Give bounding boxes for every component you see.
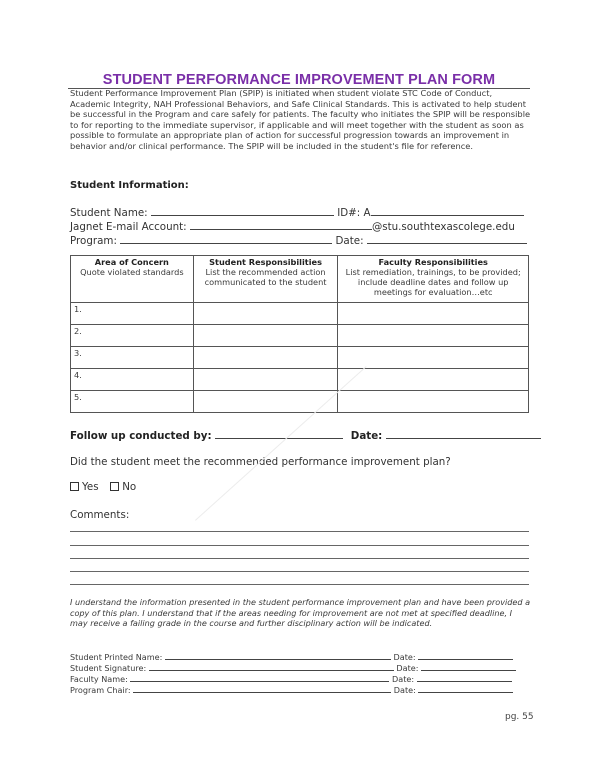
signature-date-label: Date: xyxy=(396,663,419,673)
comment-line[interactable] xyxy=(70,531,529,532)
program-label: Program: xyxy=(70,235,117,247)
concern-cell[interactable]: 2. xyxy=(71,325,194,347)
plan-met-question: Did the student meet the recommended performance improvement plan? xyxy=(70,456,451,468)
signature-date-field[interactable] xyxy=(417,673,512,682)
email-row xyxy=(70,219,515,233)
student-name-field[interactable] xyxy=(151,205,334,216)
signature-date-label: Date: xyxy=(393,685,416,695)
signature-row xyxy=(70,673,530,684)
student-info-heading: Student Information: xyxy=(70,180,189,191)
student-resp-cell[interactable] xyxy=(193,347,338,369)
concern-table xyxy=(70,255,529,413)
followup-conducted-by-field[interactable] xyxy=(215,428,343,439)
no-label: No xyxy=(122,481,137,493)
signature-label: Faculty Name: xyxy=(70,674,128,684)
comments-label: Comments: xyxy=(70,509,130,521)
program-date-label: Date: xyxy=(335,235,364,247)
faculty-resp-cell[interactable] xyxy=(338,303,529,325)
student-resp-cell[interactable] xyxy=(193,303,338,325)
followup-row xyxy=(70,428,541,442)
concern-cell[interactable]: 5. xyxy=(71,391,194,413)
signature-row xyxy=(70,651,530,662)
table-row xyxy=(71,369,529,391)
comment-line[interactable] xyxy=(70,545,529,546)
faculty-resp-cell[interactable] xyxy=(338,391,529,413)
signature-label: Student Printed Name: xyxy=(70,652,163,662)
followup-date-field[interactable] xyxy=(386,428,541,439)
yes-checkbox[interactable] xyxy=(70,482,79,491)
signature-row xyxy=(70,684,530,695)
table-row xyxy=(71,303,529,325)
signature-field[interactable] xyxy=(130,673,389,682)
table-row xyxy=(71,391,529,413)
table-row xyxy=(71,325,529,347)
header-area-of-concern: Area of Concern Quote violated standards xyxy=(71,256,194,303)
email-label: Jagnet E-mail Account: xyxy=(70,221,187,233)
comment-line[interactable] xyxy=(70,571,529,572)
comment-line[interactable] xyxy=(70,584,529,585)
signature-field[interactable] xyxy=(133,684,391,693)
intro-paragraph: Student Performance Improvement Plan (SPIP) is initiated when student violate STC Code of Conduct, Academic Integrity, NAH Professional Behaviors, and Safe Clinical Standards. This is activated to help student be successful in the Program and care safely for patients. The faculty who initiates the SPIP will be responsible to for reporting to the immediate supervisor, if applicable and will meet together with the student as soon as possible to formulate an appropriate plan of action for successful progression towards an improvement in behavior and/or clinical performance. The SPIP will be included in the student's file for reference. xyxy=(70,88,531,151)
faculty-resp-cell[interactable] xyxy=(338,325,529,347)
table-row xyxy=(71,347,529,369)
signature-label: Student Signature: xyxy=(70,663,147,673)
signature-row xyxy=(70,662,530,673)
signature-date-field[interactable] xyxy=(421,662,516,671)
signature-date-field[interactable] xyxy=(418,651,513,660)
signature-date-label: Date: xyxy=(393,652,416,662)
concern-cell[interactable]: 1. xyxy=(71,303,194,325)
plan-met-options xyxy=(70,481,136,493)
signature-date-label: Date: xyxy=(392,674,415,684)
page-number: pg. 55 xyxy=(505,712,534,722)
student-resp-cell[interactable] xyxy=(193,369,338,391)
followup-label: Follow up conducted by: xyxy=(70,430,212,442)
comment-line[interactable] xyxy=(70,558,529,559)
faculty-resp-cell[interactable] xyxy=(338,369,529,391)
form-title: STUDENT PERFORMANCE IMPROVEMENT PLAN FORM xyxy=(102,72,496,88)
faculty-resp-cell[interactable] xyxy=(338,347,529,369)
program-field[interactable] xyxy=(120,233,332,244)
header-student-responsibilities: Student Responsibilities List the recommended action communicated to the student xyxy=(193,256,338,303)
concern-table-header xyxy=(71,256,529,303)
program-row xyxy=(70,233,527,247)
followup-date-label: Date: xyxy=(350,430,383,442)
student-id-label: ID#: A xyxy=(337,207,371,219)
signature-label: Program Chair: xyxy=(70,685,131,695)
signature-field[interactable] xyxy=(165,651,391,660)
program-date-field[interactable] xyxy=(367,233,527,244)
student-name-row xyxy=(70,205,524,219)
acknowledgement-text: I understand the information presented in the student performance improvement plan and have been provided a copy of this plan. I understand that if the areas needing for improvement are not met at specified deadline, I may receive a failing grade in the course and further disciplinary action will be indicated. xyxy=(70,597,531,629)
concern-cell[interactable]: 4. xyxy=(71,369,194,391)
header-faculty-responsibilities: Faculty Responsibilities List remediation, trainings, to be provided; include deadline dates and follow up meetings for evaluation…etc xyxy=(338,256,529,303)
signature-date-field[interactable] xyxy=(418,684,513,693)
student-id-field[interactable] xyxy=(371,205,524,216)
signature-field[interactable] xyxy=(149,662,394,671)
concern-cell[interactable]: 3. xyxy=(71,347,194,369)
yes-label: Yes xyxy=(82,481,99,493)
email-suffix: @stu.southtexascolege.edu xyxy=(371,221,515,233)
email-field[interactable] xyxy=(190,219,372,230)
student-name-label: Student Name: xyxy=(70,207,148,219)
student-resp-cell[interactable] xyxy=(193,325,338,347)
no-checkbox[interactable] xyxy=(110,482,119,491)
